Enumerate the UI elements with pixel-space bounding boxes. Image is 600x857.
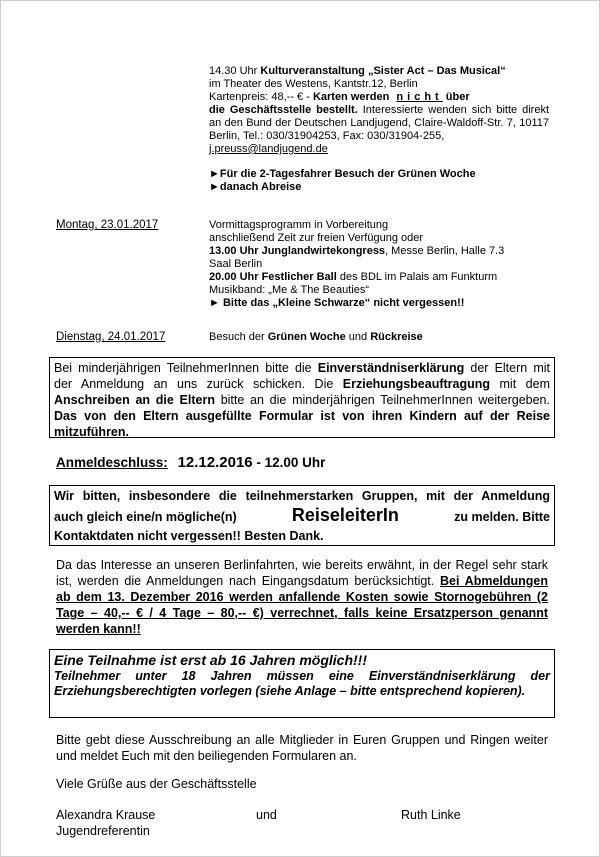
reiseleiter-emphasis: ReiseleiterIn — [291, 505, 399, 525]
price-line: Kartenpreis: 48,-- € - Karten werden nicht über — [209, 91, 470, 103]
signature-2-name: Ruth Linke — [401, 808, 461, 822]
signature-1-name: Alexandra Krause — [56, 808, 156, 822]
day1-block — [209, 65, 549, 194]
signature-1-role: Jugendreferentin — [56, 824, 150, 838]
email-link[interactable]: j.preuss@landjugend.de — [209, 143, 328, 155]
arrow-item: ►danach Abreise — [209, 181, 302, 193]
event-title: Kulturveranstaltung „Sister Act – Das Musical“ — [260, 65, 506, 77]
nicht-emphasis: nicht — [396, 91, 443, 103]
monday-block: Vormittagsprogramm in Vorbereitung anschließend Zeit zur freien Verfügung oder 13.00 Uhr Junglandwirtekongress, Messe Berlin, Halle 7.3 Saal Berlin 20.00 Uhr Festlicher Ball des BDL im Palais am Funkturm Musikband: „Me & The Beauties“ ► Bitte das „Kleine Schwarze“ nicht vergessen!! — [209, 219, 549, 310]
tour-leader-box: Wir bitten, insbesondere die teilnehmerstarken Gruppen, mit der Anmeldung auch gleich eine/n mögliche(n) ReiseleiterIn zu melden. Bitte Kontaktdaten nicht vergessen!! Besten Dank. — [49, 485, 555, 546]
venue-line: im Theater des Westens, Kantstr.12, Berlin — [209, 78, 418, 90]
arrow-item: ►Für die 2-Tagesfahrer Besuch der Grünen Woche — [209, 168, 476, 180]
cancellation-paragraph: Da das Interesse an unseren Berlinfahrten, wie bereits erwähnt, in der Regel sehr stark ist, werden die Anmeldungen nach Eingangsdatum berücksichtigt. Bei Abmeldungen ab dem 13. Dezember 2016 werden anfallende Kosten sowie Stornogebühren (2 Tage – 40,-- € / 4 Tage – 80,-- €) verrechnet, falls keine Ersatzperson genannt werden kann!! — [56, 558, 549, 636]
deadline-date: 12.12.2016 — [177, 454, 253, 471]
age-headline: Eine Teilnahme ist erst ab 16 Jahren möglich!!! — [54, 652, 368, 668]
signature-and: und — [256, 808, 277, 822]
arrow-item: ► Bitte das „Kleine Schwarze“ nicht vergessen!! — [209, 297, 465, 309]
greeting: Viele Grüße aus der Geschäftsstelle — [56, 777, 257, 791]
age-notice-box: Eine Teilnahme ist erst ab 16 Jahren möglich!!! Teilnehmer unter 18 Jahren müssen eine Einverständniserklärung der Erziehungsberechtigten vorlegen (siehe Anlage – bitte entsprechend kopieren). — [49, 649, 555, 718]
closing-paragraph: Bitte gebt diese Ausschreibung an alle Mitglieder in Euren Gruppen und Ringen weiter und meldet Euch mit den beiliegenden Formularen an. — [56, 733, 548, 763]
minors-notice-box: Bei minderjährigen TeilnehmerInnen bitte die Einverständniserklärung der Eltern mit der Anmeldung an uns zurück schicken. Die Erziehungsbeauftragung mit dem Anschreiben an die Eltern bitte an die minderjährigen TeilnehmerInnen weitergeben. Das von den Eltern ausgefüllte Formular ist von ihren Kindern auf der Reise mitzuführen. — [49, 357, 555, 438]
tuesday-block: Besuch der Grünen Woche und Rückreise — [209, 331, 423, 343]
monday-date: Montag, 23.01.2017 — [56, 219, 159, 231]
deadline-line: Anmeldeschluss: 12.12.2016 - 12.00 Uhr — [56, 454, 326, 471]
deadline-label: Anmeldeschluss: — [56, 455, 168, 470]
event-line: 14.30 Uhr Kulturveranstaltung „Sister Act – Das Musical“ — [209, 65, 506, 77]
tuesday-date: Dienstag, 24.01.2017 — [56, 331, 166, 343]
cancellation-terms: Bei Abmeldungen ab dem 13. Dezember 2016 werden anfallende Kosten sowie Stornogebühren (2 Tage – 40,-- € / 4 Tage – 80,-- €) verrechnet, falls keine Ersatzperson genannt werden kann!! — [56, 574, 549, 636]
office-line: die Geschäftsstelle bestellt. Interessierte wenden sich bitte direkt an den Bund der Deutschen Landjugend, Claire-Waldoff-Str. 7, 10117 Berlin, Tel.: 030/31904253, Fax: 030/31904-255, — [209, 104, 549, 142]
